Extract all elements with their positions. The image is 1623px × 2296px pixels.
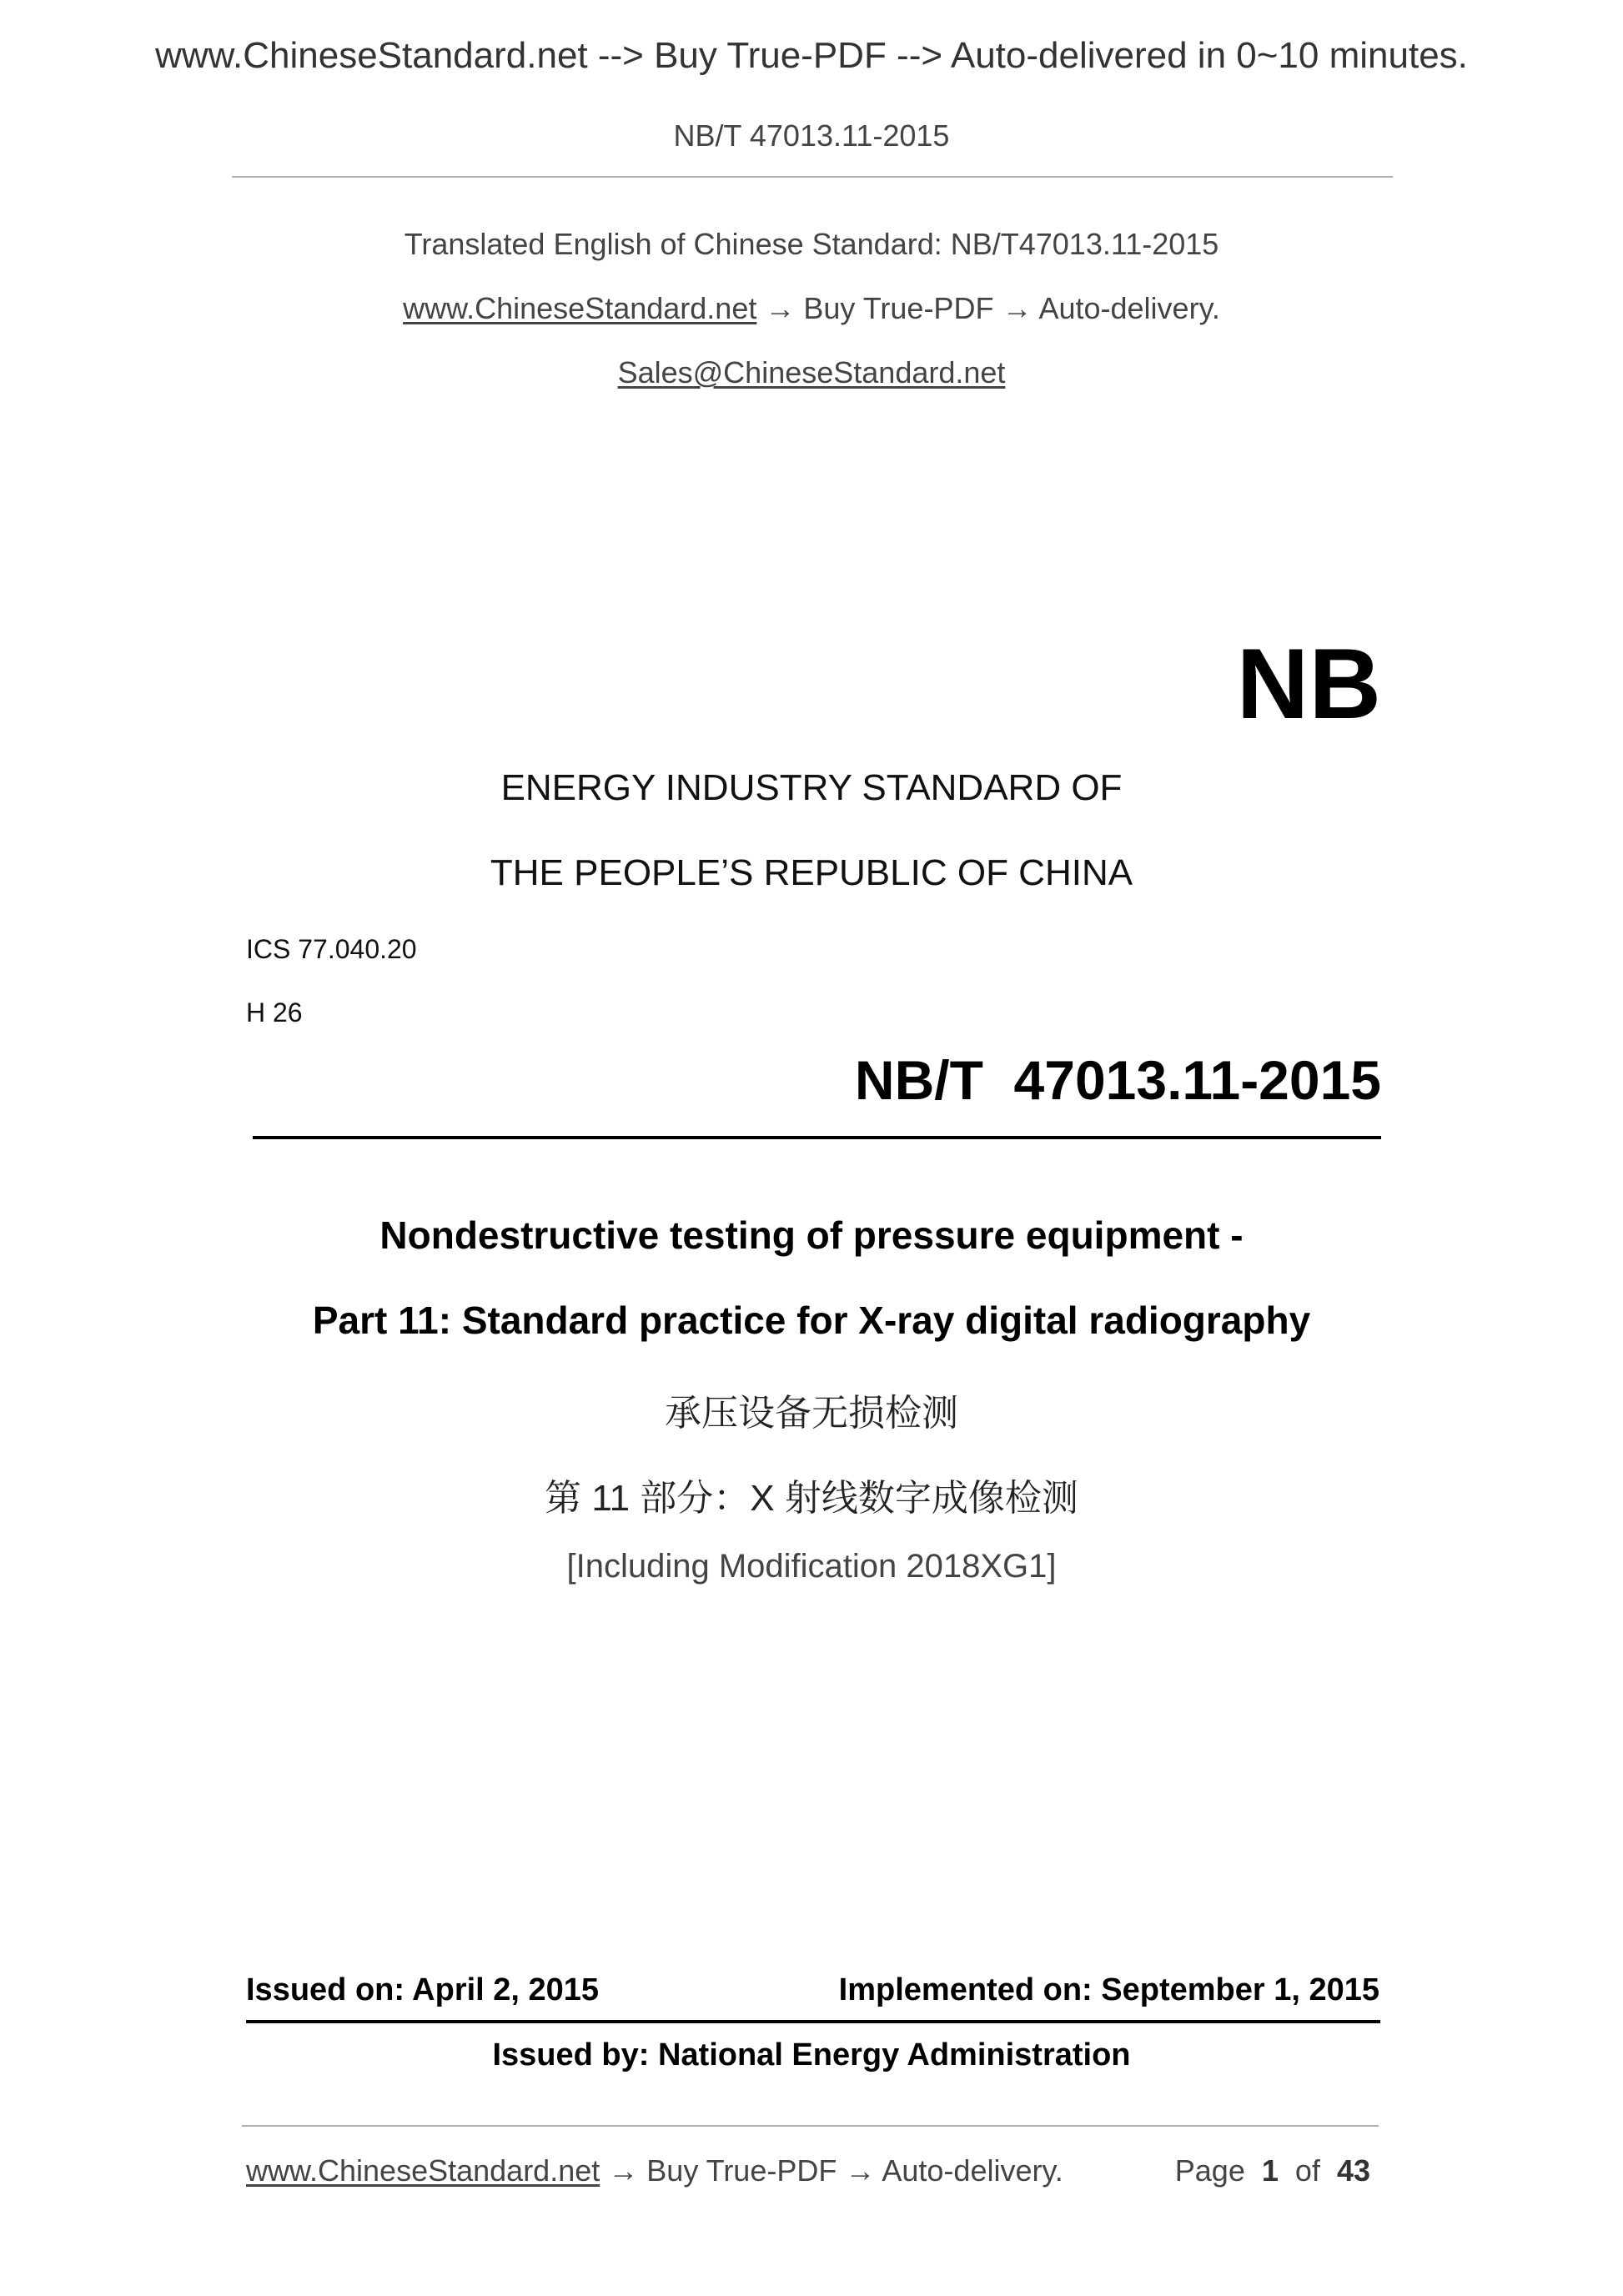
org-line-2: THE PEOPLE’S REPUBLIC OF CHINA [490, 852, 1133, 893]
header-rule [232, 176, 1393, 178]
footer-rule [242, 2125, 1379, 2127]
title-en-line-1: Nondestructive testing of pressure equipment - [379, 1213, 1244, 1257]
standard-number: NB/T 47013.11-2015 [854, 1049, 1381, 1111]
promo-buy-text: Buy True-PDF [803, 291, 994, 325]
footer-links [246, 2153, 1063, 2188]
arrow-right-icon: → [1002, 291, 1033, 325]
page-total: 43 [1336, 2153, 1370, 2188]
date-rule [246, 2020, 1380, 2023]
running-header: NB/T 47013.11-2015 [673, 118, 950, 153]
issued-by: Issued by: National Energy Administration [492, 2037, 1131, 2072]
title-cn-line-2: 第 11 部分：X 射线数字成像检测 [545, 1478, 1078, 1519]
promo-site-link[interactable]: www.ChineseStandard.net [403, 291, 757, 325]
arrow-right-icon: → [765, 291, 796, 325]
classification-code: H 26 [246, 997, 303, 1027]
arrow-right-icon: → [608, 2153, 639, 2188]
ics-code: ICS 77.040.20 [246, 934, 417, 964]
nb-mark: NB [1236, 628, 1381, 740]
translated-line: Translated English of Chinese Standard: NB/T47013.11-2015 [404, 227, 1219, 261]
implemented-on: Implemented on: September 1, 2015 [838, 1972, 1379, 2007]
top-banner: www.ChineseStandard.net --> Buy True-PDF --> Auto-delivered in 0~10 minutes. [155, 35, 1468, 76]
arrow-right-icon: → [845, 2153, 876, 2188]
email-line [0, 355, 1623, 390]
page-indicator [1175, 2153, 1370, 2188]
footer-site-link[interactable]: www.ChineseStandard.net [246, 2153, 600, 2188]
promo-line [0, 291, 1623, 326]
page-of: of [1294, 2153, 1320, 2188]
page-label: Page [1174, 2153, 1245, 2188]
email-link[interactable]: Sales@ChineseStandard.net [617, 355, 1006, 389]
standard-rule [253, 1136, 1381, 1139]
footer-buy-text: Buy True-PDF [646, 2153, 837, 2188]
title-cn-line-1: 承压设备无损检测 [665, 1393, 958, 1434]
promo-delivery-text: Auto-delivery. [1038, 291, 1220, 325]
issued-on: Issued on: April 2, 2015 [246, 1972, 600, 2007]
page-current: 1 [1261, 2153, 1279, 2188]
title-en-line-2: Part 11: Standard practice for X-ray digital radiography [312, 1299, 1311, 1342]
modification-note: [Including Modification 2018XG1] [566, 1548, 1057, 1585]
org-line-1: ENERGY INDUSTRY STANDARD OF [500, 767, 1123, 808]
footer-delivery-text: Auto-delivery. [882, 2153, 1063, 2188]
